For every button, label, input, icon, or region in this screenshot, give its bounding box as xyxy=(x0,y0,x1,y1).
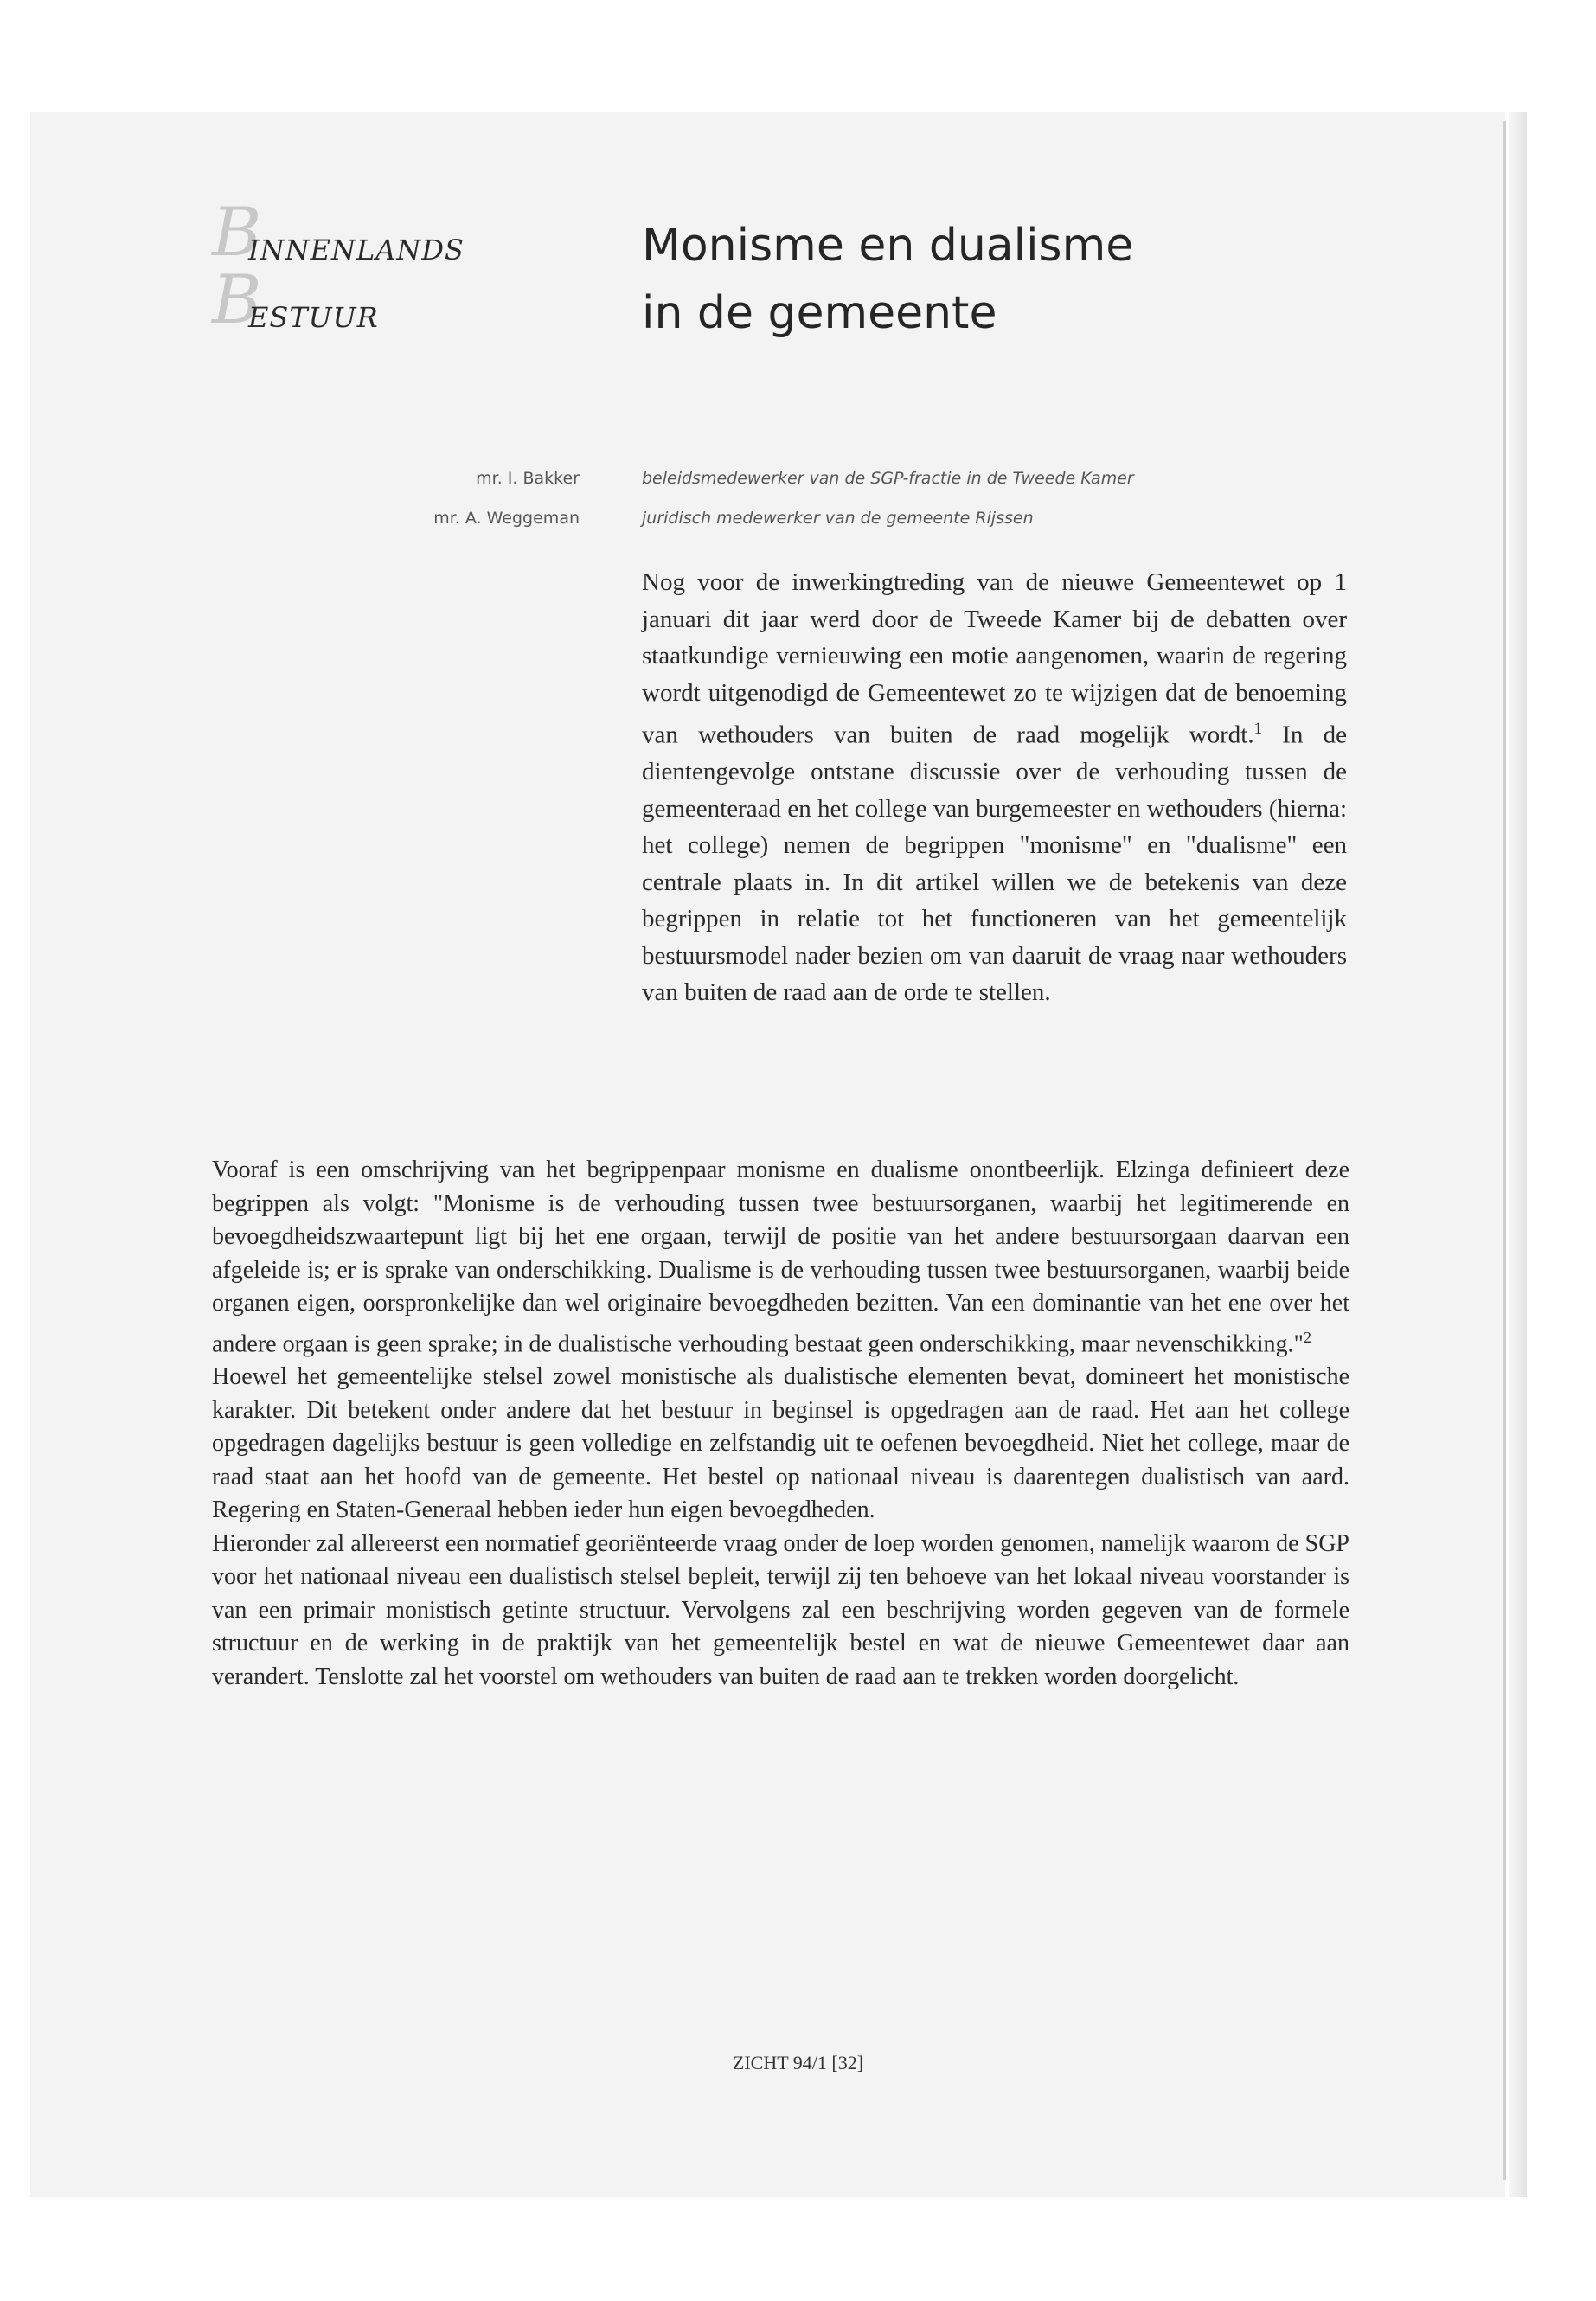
section-label xyxy=(212,194,489,346)
section-word-2: ESTUUR xyxy=(248,301,379,334)
article-body xyxy=(212,1154,1349,1694)
intro-text: Nog voor de inwerkingtreding van de nieuwe Gemeentewet op 1 januari dit jaar werd door de Tweede Kamer bij de debatten over staatkundige vernieuwing een motie aangenomen, waarin de regering wordt uitgenodigd de Gemeentewet zo te wijzigen dat de benoeming van wethouders van buiten de raad mogelijk wordt. xyxy=(642,568,1347,749)
title-line-2: in de gemeente xyxy=(642,287,997,339)
author-name: mr. A. Weggeman xyxy=(433,509,580,528)
body-text: Vooraf is een omschrijving van het begrippenpaar monisme en dualisme onontbeerlijk. Elzinga definieert deze begrippen als volgt: "Monisme is de verhouding tussen twee bestuursorganen, waarbij het legitimerende en bevoegdheidszwaartepunt ligt bij het ene orgaan, terwijl de positie van het andere bestuursorgaan daarvan een afgeleide is; er is sprake van onderschikking. Dualisme is de verhouding tussen twee bestuursorganen, waarbij beide organen eigen, oorspronkelijke dan wel originaire bevoegdheden bezitten. Van een dominantie van het ene over het andere orgaan is geen sprake; in de dualistische verhouding bestaat geen onderschikking, maar nevenschikking." xyxy=(212,1157,1349,1357)
author-role: juridisch medewerker van de gemeente Rijssen xyxy=(642,509,1034,528)
author-names xyxy=(398,458,580,538)
page-edge xyxy=(1509,112,1527,2197)
article-title xyxy=(642,212,1133,347)
section-initial-1: B xyxy=(212,194,262,272)
section-line-1 xyxy=(212,194,489,272)
page-footer: ZICHT 94/1 [32] xyxy=(732,2052,864,2073)
intro-paragraph xyxy=(642,564,1347,1011)
body-paragraph-3: Hieronder zal allereerst een normatief georiënteerde vraag onder de loep worden genomen, namelijk waarom de SGP voor het nationaal niveau een dualistisch stelsel bepleit, terwijl zij ten behoeve van het lokaal niveau voorstander is van een primair monistisch getinte structuur. Vervolgens zal een beschrijving worden gegeven van de formele structuur en de werking in de praktijk van het gemeentelijk bestel en wat de nieuwe Gemeentewet daar aan verandert. Tenslotte zal het voorstel om wethouders van buiten de raad aan te trekken worden doorgelicht. xyxy=(212,1529,1349,1690)
author-name: mr. I. Bakker xyxy=(476,469,580,488)
body-paragraph-2: Hoewel het gemeentelijke stelsel zowel monistische als dualistische elementen bevat, domineert het monistische karakter. Dit betekent onder andere dat het bestuur in beginsel is opgedragen aan de raad. Het aan het college opgedragen dagelijks bestuur is geen volledige en zelfstandig uit te oefenen bevoegdheid. Niet het college, maar de raad staat aan het hoofd van de gemeente. Het bestel op nationaal niveau is daarentegen dualistisch van aard. Regering en Staten-Generaal hebben ieder hun eigen bevoegdheden. xyxy=(212,1363,1349,1524)
section-initial-2: B xyxy=(212,261,262,339)
section-word-1: INNENLANDS xyxy=(248,234,465,266)
author-roles xyxy=(642,458,1134,538)
footnote-ref-1: 1 xyxy=(1253,720,1263,738)
footnote-ref-2: 2 xyxy=(1303,1328,1311,1346)
intro-text-continued: In de dientengevolge ontstane discussie over de verhouding tussen de gemeenteraad en het college van burgemeester en wethouders (hierna: het college) nemen de begrippen "monisme" en "dualisme" een centrale plaats in. In dit artikel willen we de betekenis van deze begrippen in relatie tot het functioneren van het gemeentelijk bestuursmodel nader bezien om van daaruit de vraag naar wethouders van buiten de raad aan de orde te stellen. xyxy=(642,721,1347,1007)
page-fold-shadow xyxy=(1503,121,1506,2180)
author-role: beleidsmedewerker van de SGP-fractie in de Tweede Kamer xyxy=(642,469,1134,488)
section-line-2 xyxy=(212,261,489,339)
body-paragraph-1 xyxy=(212,1154,1349,1361)
title-line-1: Monisme en dualisme xyxy=(642,220,1134,272)
